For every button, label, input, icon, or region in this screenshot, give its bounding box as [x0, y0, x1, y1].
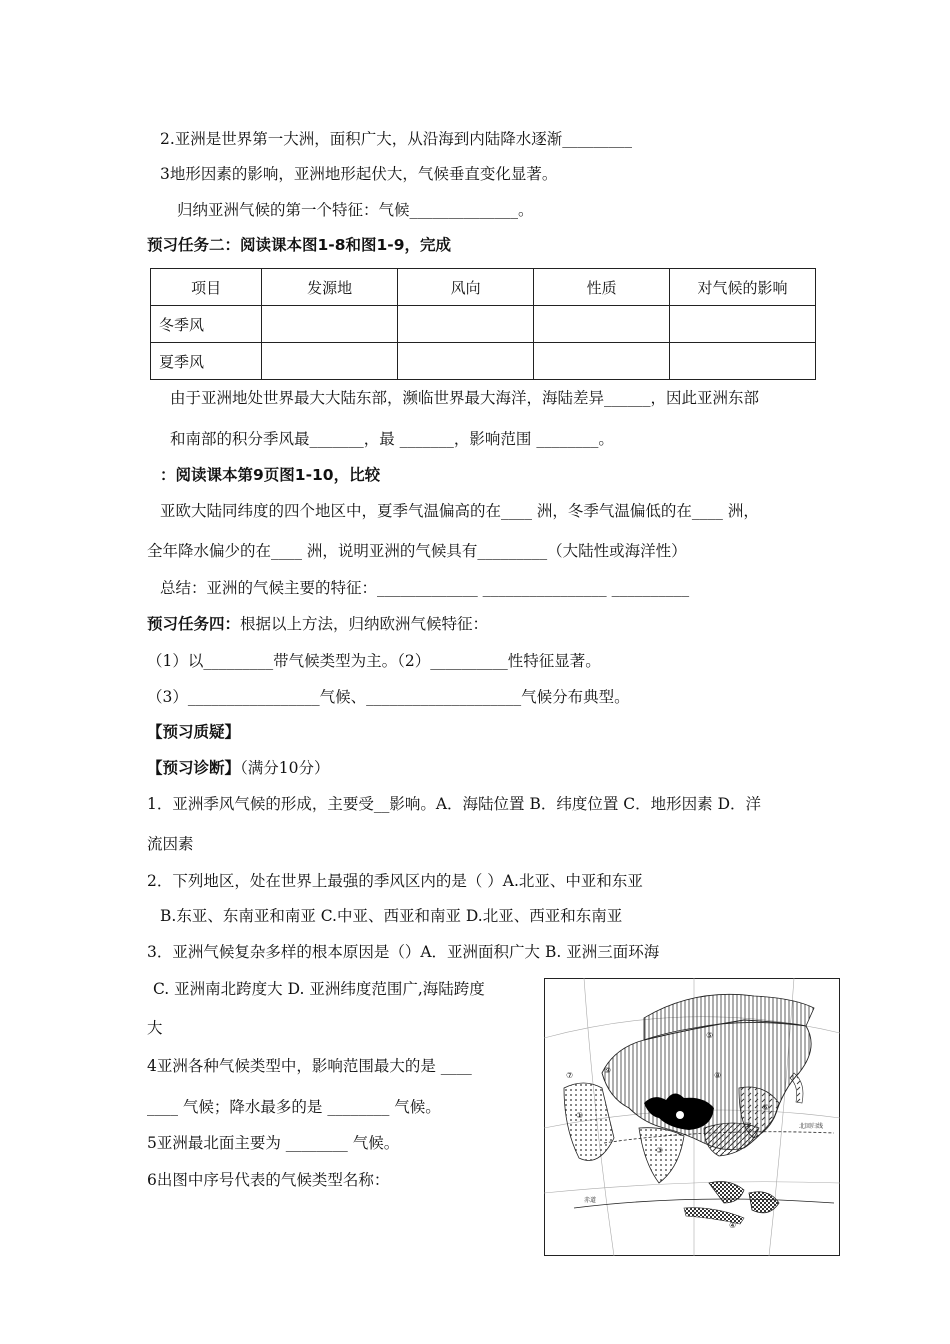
task-4-text: 根据以上方法，归纳欧洲气候特征：	[240, 615, 489, 633]
map-number: ③	[656, 1146, 664, 1155]
answer-cell[interactable]	[262, 343, 398, 380]
text-line-3: 归纳亚洲气候的第一个特征：气候______________。	[177, 201, 534, 219]
table-header: 风向	[398, 269, 534, 306]
diagnosis-line	[147, 758, 330, 778]
table-header-row	[151, 269, 816, 306]
map-number: ⑤	[706, 1031, 714, 1040]
table-row	[151, 306, 816, 343]
task-2-heading: 预习任务二：阅读课本图1-8和图1-9，完成	[147, 236, 452, 254]
preview-questions-heading: 【预习质疑】	[147, 723, 241, 741]
map-number: ①	[576, 1111, 584, 1120]
map-number: ⑧	[714, 1071, 722, 1080]
diagnosis-heading: 【预习诊断】	[147, 759, 241, 777]
question-1-cont: 流因素	[147, 835, 194, 853]
answer-cell[interactable]	[534, 306, 670, 343]
table-header: 发源地	[262, 269, 398, 306]
answer-cell[interactable]	[398, 306, 534, 343]
diagnosis-score: （满分10分）	[240, 759, 330, 777]
row-label-winter: 冬季风	[151, 306, 262, 343]
question-3: 3．亚洲气候复杂多样的根本原因是（）A．亚洲面积广大 B. 亚洲三面环海	[147, 943, 660, 961]
map-number: ⑨	[604, 1066, 612, 1075]
question-6: 6出图中序号代表的气候类型名称：	[147, 1171, 390, 1189]
table-header: 对气候的影响	[670, 269, 816, 306]
tropic-label: 北回归线	[799, 1123, 824, 1130]
question-2: 2．下列地区，处在世界上最强的季风区内的是（ ）A.北亚、中亚和东亚	[147, 872, 643, 890]
text-line-6: 和南部的积分季风最_______，最 _______，影响范围 ________。	[170, 430, 614, 448]
answer-cell[interactable]	[670, 343, 816, 380]
answer-cell[interactable]	[398, 343, 534, 380]
text-line-9: 全年降水偏少的在____ 洲，说明亚洲的气候具有_________（大陆性或海洋性）	[147, 542, 687, 560]
table-header: 性质	[534, 269, 670, 306]
text-line-2: 3地形因素的影响，亚洲地形起伏大，气候垂直变化显著。	[160, 165, 558, 183]
text-line-5: 由于亚洲地处世界最大大陆东部，濒临世界最大海洋，海陆差异______，因此亚洲东部	[170, 389, 760, 407]
task-4-heading: 预习任务四：	[147, 615, 241, 633]
question-4: 4亚洲各种气候类型中，影响范围最大的是 ____	[147, 1057, 472, 1075]
question-1: 1．亚洲季风气候的形成，主要受__影响。A．海陆位置 B．纬度位置 C．地形因素 D．洋	[147, 795, 762, 813]
question-2-options: B.东亚、东南亚和南亚 C.中亚、西亚和南亚 D.北亚、西亚和东南亚	[160, 907, 623, 925]
question-3-options: C. 亚洲南北跨度大 D. 亚洲纬度范围广,海陆跨度	[153, 980, 485, 998]
map-number: ⑦	[566, 1071, 574, 1080]
asia-climate-map	[544, 978, 840, 1256]
task-3-heading: ：阅读课本第9页图1-10，比较	[160, 466, 381, 484]
text-line-12: （1）以_________带气候类型为主。（2）__________性特征显著。	[147, 652, 601, 670]
monsoon-table	[150, 268, 816, 380]
map-number: ④	[729, 1221, 737, 1230]
question-4-cont: ____ 气候；降水最多的是 ________ 气候。	[147, 1098, 441, 1116]
answer-cell[interactable]	[670, 306, 816, 343]
answer-cell[interactable]	[534, 343, 670, 380]
question-3-cont: 大	[147, 1019, 163, 1037]
question-5: 5亚洲最北面主要为 ________ 气候。	[147, 1134, 400, 1152]
table-header: 项目	[151, 269, 262, 306]
text-line-10: 总结：亚洲的气候主要的特征：_____________ ________________ __________	[160, 579, 690, 597]
text-line-8: 亚欧大陆同纬度的四个地区中，夏季气温偏高的在____ 洲，冬季气温偏低的在____ 洲，	[160, 502, 759, 520]
row-label-summer: 夏季风	[151, 343, 262, 380]
answer-cell[interactable]	[262, 306, 398, 343]
table-row	[151, 343, 816, 380]
text-line-13: （3）_________________气候、____________________气候分布典型。	[147, 688, 630, 706]
text-line-1: 2.亚洲是世界第一大洲，面积广大，从沿海到内陆降水逐渐_________	[160, 130, 633, 148]
map-number: ⑥	[762, 1103, 770, 1112]
map-number: ②	[744, 1121, 752, 1130]
task-4-line	[147, 614, 488, 634]
equator-label: 赤道	[584, 1197, 597, 1204]
